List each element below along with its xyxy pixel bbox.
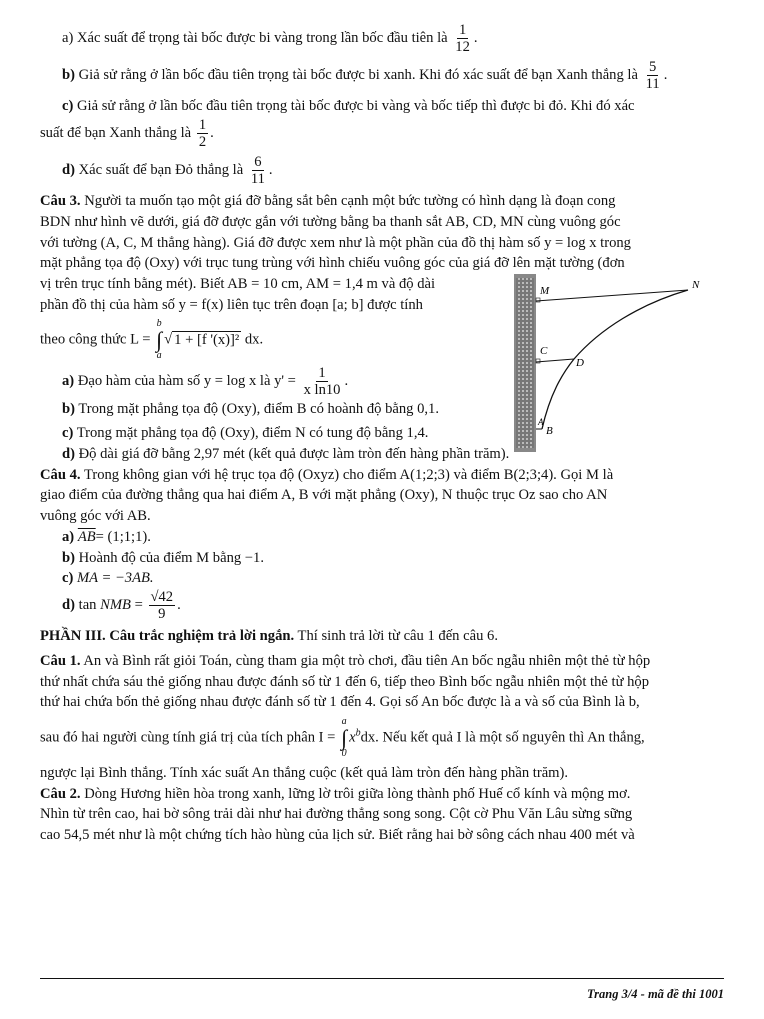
option-d-prev: d) Xác suất để bạn Đỏ thắng là $\frac{6}{11}$ . <box>62 154 273 188</box>
q4-option-c: c) MA = −3AB. <box>62 570 154 587</box>
q3-intro-6: phần đồ thị của hàm số y = f(x) liên tục trên đoạn [a; b] được tính <box>40 296 423 313</box>
option-b-prev: b) Giả sử rằng ở lần bốc đầu tiên trọng tài bốc được bi xanh. Khi đó xác suất để bạn Xanh thắng là $\frac{5}{11}$ . <box>62 59 668 93</box>
q3-body <box>40 274 724 444</box>
q3-formula: theo công thức L = b ∫ a √ 1 + [f '(x)]² dx. <box>40 318 264 362</box>
p3-q1-line3: thứ hai chứa bốn thẻ giống nhau được đánh số từ 1 đến 4. Gọi số An bốc được là a và số của Bình là b, <box>40 694 640 711</box>
p3-q2-line1: Câu 2. Dòng Hương hiền hòa trong xanh, lững lờ trôi giữa lòng thành phố Huế cổ kính và mộng mơ. <box>40 785 631 802</box>
fraction: $\frac{1}{\text{x ln10}}$ <box>303 365 341 399</box>
exam-page <box>40 22 724 846</box>
q3-intro-1: Câu 3. Người ta muốn tạo một giá đỡ bằng sắt bên cạnh một bức tường có hình dạng là đoạn cong <box>40 193 616 210</box>
p3-q2-line2: Nhìn từ trên cao, hai bờ sông trải dài như hai đường thẳng song song. Cột cờ Phu Văn Lâu sừng sững <box>40 806 633 823</box>
bracket-figure <box>510 274 724 454</box>
q3-option-a: a) Đạo hàm của hàm số y = log x là y' = $\frac{1}{\text{x ln10}}$ . <box>62 365 349 399</box>
fraction: $\frac{6}{11}$ <box>250 154 265 188</box>
integral-sign: b ∫ a <box>156 318 163 362</box>
q3-option-b: b) Trong mặt phẳng tọa độ (Oxy), điểm B có hoành độ bằng 0,1. <box>62 400 439 417</box>
part3-heading: PHẦN III. Câu trắc nghiệm trả lời ngắn. Thí sinh trả lời từ câu 1 đến câu 6. <box>40 628 498 645</box>
label-a: A <box>538 416 544 427</box>
fraction: $\frac{5}{11}$ <box>645 59 660 93</box>
page-footer: Trang 3/4 - mã đề thi 1001 <box>586 987 724 1001</box>
q3-intro-4: mặt phẳng tọa độ (Oxy) với trục tung trùng với hình chiếu vuông góc của giá đỡ lên mặt tường (đơn <box>40 255 625 272</box>
p3-q2-line3: cao 54,5 mét như là một chứng tích hào hùng của lịch sử. Biết rằng hai bờ sông cách nhau 400 mét và <box>40 827 635 844</box>
footer-rule <box>40 978 724 979</box>
integral-sign: a ∫ 0 <box>341 715 348 759</box>
p3-q1-line4: sau đó hai người cùng tính giá trị của tích phân I = a ∫ 0 $x^bdx$. Nếu kết quả I là một số nguyên thì An thắng, <box>40 715 645 759</box>
q4-option-b: b) Hoành độ của điểm M bằng −1. <box>62 549 264 566</box>
q4-option-a: a) $\overline{AB}=$ (1;1;1). <box>62 528 151 545</box>
option-c-prev-cont: suất để bạn Xanh thắng là $\frac{1}{2}$ . <box>40 116 214 150</box>
q3-option-d: d) Độ dài giá đỡ bằng 2,97 mét (kết quả được làm tròn đến hàng phần trăm). <box>62 445 510 462</box>
q4-intro-1: Câu 4. Trong không gian với hệ trục tọa độ (Oxyz) cho điểm A(1;2;3) và điểm B(2;3;4). Gọi M là <box>40 466 614 483</box>
label-b: B <box>546 424 553 437</box>
fraction: $\frac{1}{12}$ <box>455 22 470 56</box>
fraction: $\frac{√42}{9}$ <box>150 588 174 623</box>
bar-mn <box>536 290 688 301</box>
option-c-prev: c) Giả sử rằng ở lần bốc đầu tiên trọng tài bốc được bi vàng và bốc tiếp thì được bi đỏ. Khi đó xác <box>62 98 635 115</box>
q3-intro-2: BDN như hình vẽ dưới, giá đỡ được gắn với tường bằng ba thanh sắt AB, CD, MN cùng vuông góc <box>40 213 621 230</box>
q4-intro-2: giao điểm của đường thẳng qua hai điểm A, B với mặt phẳng (Oxy), N thuộc trục Oz sao cho AN <box>40 487 608 504</box>
q3-option-c: c) Trong mặt phẳng tọa độ (Oxy), điểm N có tung độ bằng 1,4. <box>62 425 429 442</box>
p3-q1-line2: thứ nhất chứa sáu thẻ giống nhau được đánh số từ 1 đến 6, tiếp theo Bình bốc ngẫu nhiên một thẻ từ hộp <box>40 673 650 690</box>
option-a-prev: a) Xác suất để trọng tài bốc được bi vàng trong lần bốc đầu tiên là $\frac{1}{12}$ . <box>62 22 478 56</box>
label-n: N <box>692 278 700 291</box>
q3-intro-3: với tường (A, C, M thẳng hàng). Giá đỡ được xem như là một phần của đồ thị hàm số y = log x trong <box>40 234 631 251</box>
q4-intro-3: vuông góc với AB. <box>40 508 151 525</box>
label-c: C <box>540 344 548 357</box>
fraction: $\frac{1}{2}$ <box>198 116 207 150</box>
label-m: M <box>540 284 550 297</box>
q3-intro-5: vị trên trục tính bằng mét). Biết AB = 10 cm, AM = 1,4 m và độ dài <box>40 275 436 292</box>
q4-option-d: d) tan NMB = $\frac{√42}{9}$ . <box>62 588 181 623</box>
bar-cd <box>536 359 574 362</box>
p3-q1-line1: Câu 1. An và Bình rất giỏi Toán, cùng tham gia một trò chơi, đầu tiên An bốc ngẫu nhiên một thẻ từ hộp <box>40 652 651 669</box>
label-d: D <box>576 356 584 369</box>
p3-q1-line5: ngược lại Bình thắng. Tính xác suất An thắng cuộc (kết quả làm tròn đến hàng phần trăm). <box>40 764 569 781</box>
